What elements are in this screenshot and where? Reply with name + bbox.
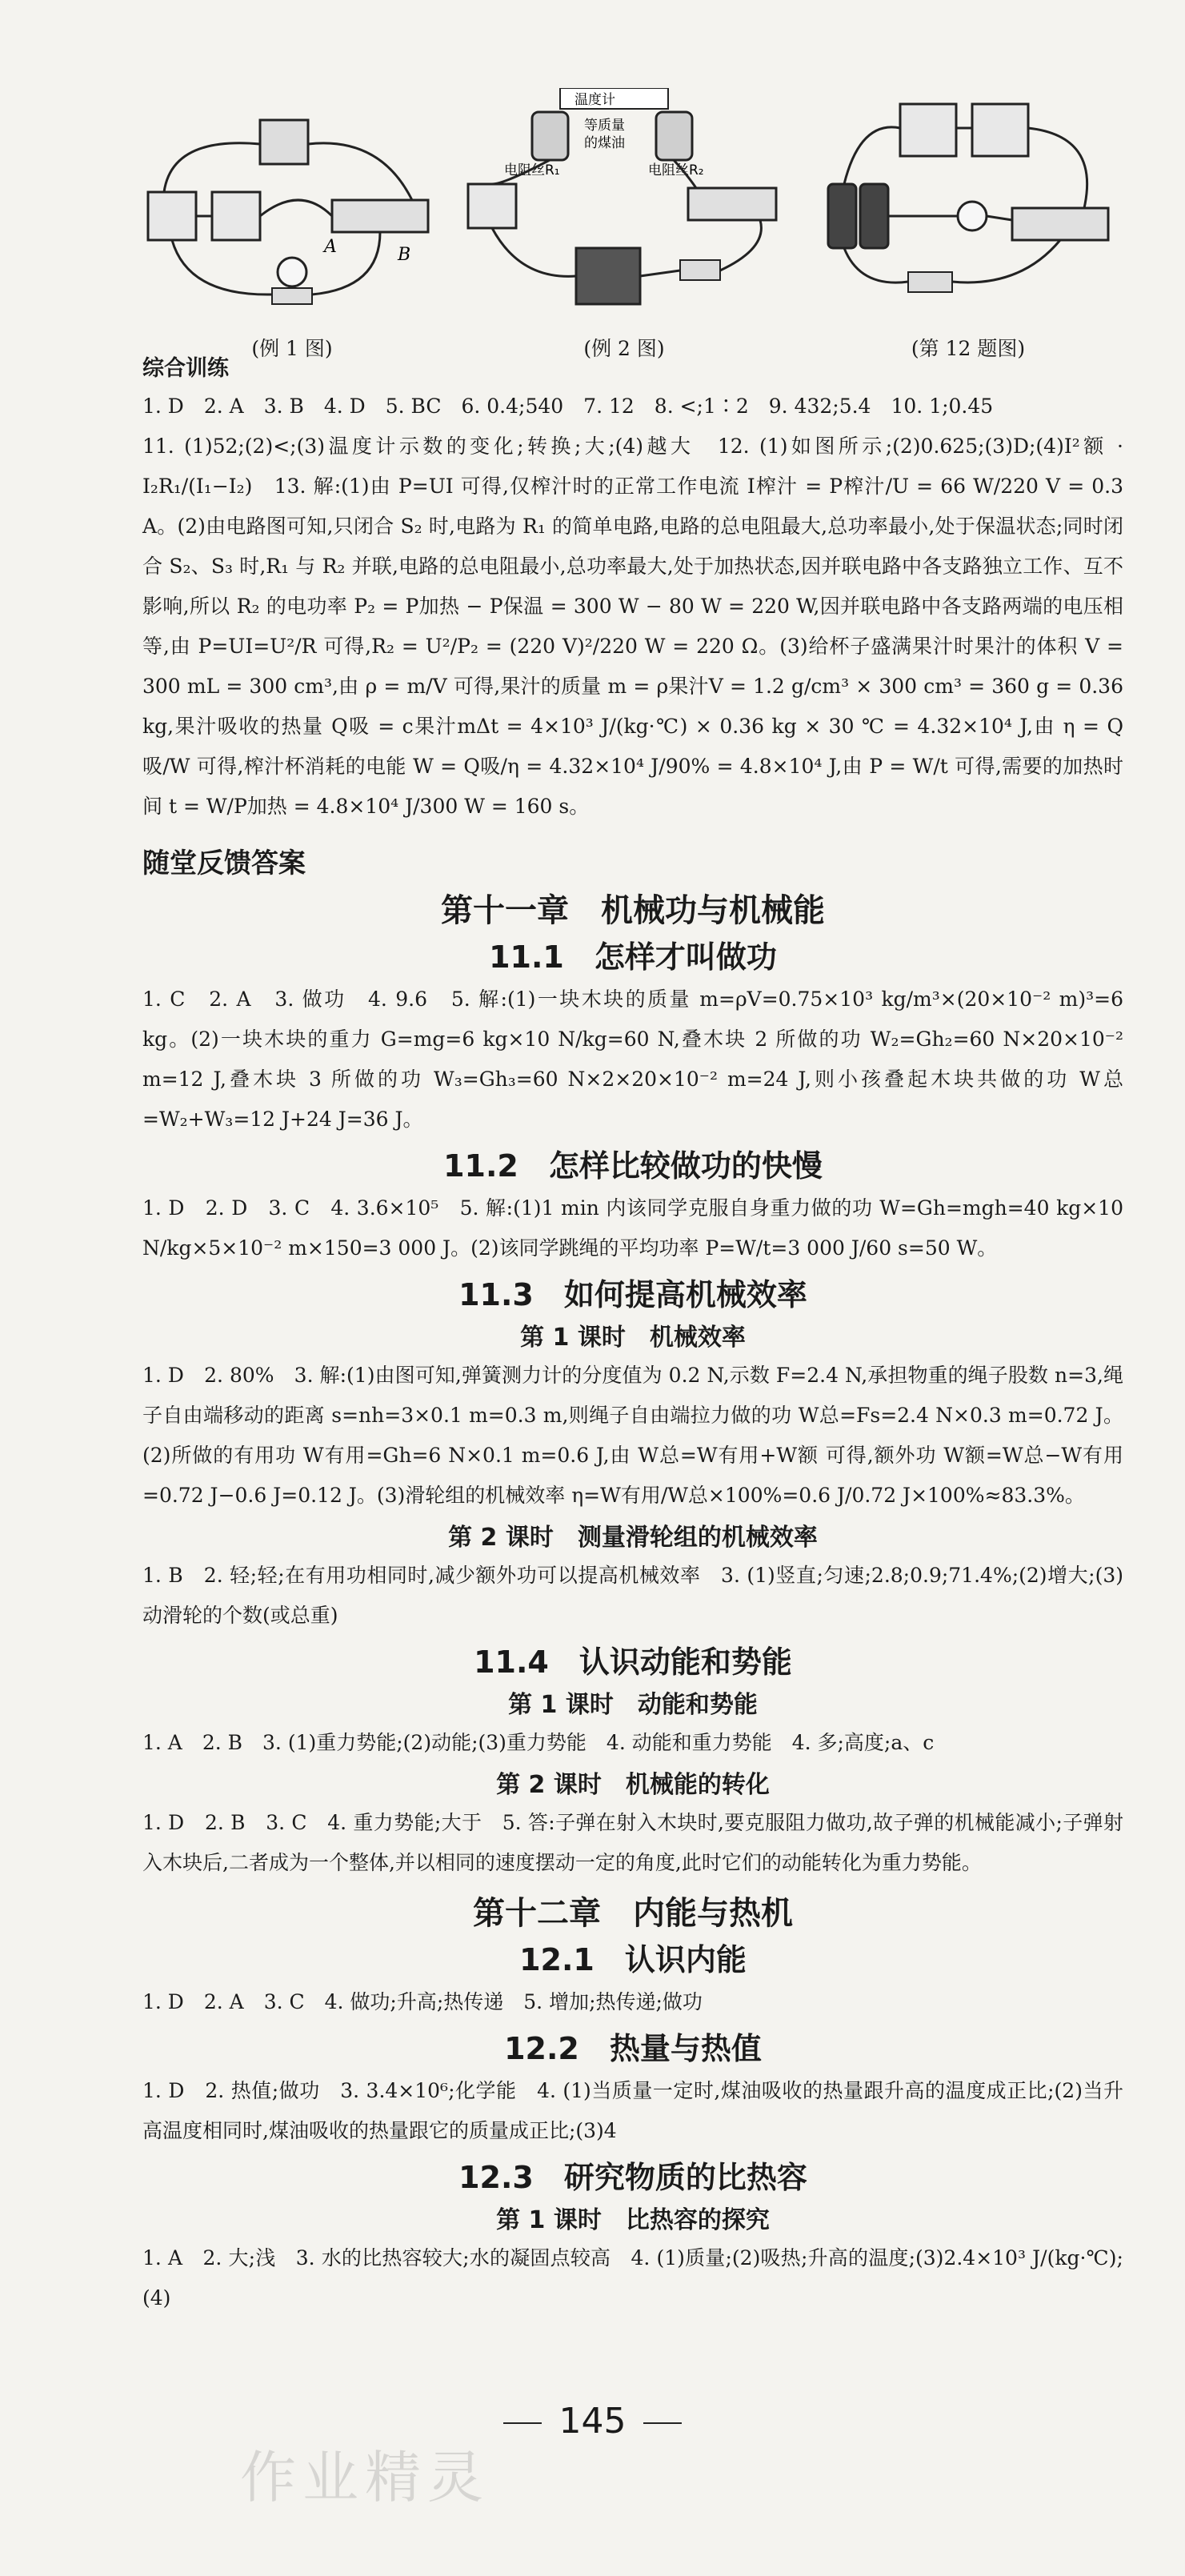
figure-example-2 — [456, 88, 792, 360]
chapter-12-title: 第十二章 内能与热机 — [473, 1894, 793, 1932]
label-r2: 电阻丝R₂ — [648, 162, 704, 178]
caption-question-12: (第 12 题图) — [911, 337, 1026, 360]
zonghe-answers-1: 1. D 2. A 3. B 4. D 5. BC 6. 0.4;540 7. 12 8. <;1∶2 9. 432;5.4 10. 1;0.45 — [142, 395, 994, 418]
section-11-3-lesson-1: 第 1 课时 机械效率 — [520, 1324, 746, 1352]
page-number-left-rule — [503, 2422, 542, 2424]
section-11-4-lesson-1: 第 1 课时 动能和势能 — [508, 1691, 758, 1719]
section-11-1-answers: 1. C 2. A 3. 做功 4. 9.6 5. 解:(1)一块木块的质量 m=ρV=0.75×10³ kg/m³×(20×10⁻² m)³=6 kg。(2)一块木块的重力 G=mg=6 kg×10 N/kg=60 N,叠木块 2 所做的功 W₂=Gh₂=60 N×20×10⁻² m=12 J,叠木块 3 所做的功 W₃=Gh₃=60 N×2×20×10⁻² m=24 J,则小孩叠起木块共做的功 W总=W₂+W₃=12 J+24 J=36 J。 — [142, 988, 1123, 1131]
section-12-3-lesson-1-answers: 1. A 2. 大;浅 3. 水的比热容较大;水的凝固点较高 4. (1)质量;(2)吸热;升高的温度;(3)2.4×10³ J/(kg·℃);(4) — [142, 2246, 1123, 2310]
label-thermometer: 温度计 — [574, 92, 615, 108]
figure-strip — [140, 88, 1124, 360]
caption-example-1: (例 1 图) — [251, 337, 333, 360]
section-12-3-lesson-1: 第 1 课时 比热容的探究 — [496, 2206, 770, 2234]
label-a: A — [324, 237, 337, 257]
section-11-1-title: 11.1 怎样才叫做功 — [489, 939, 777, 975]
section-11-4-title: 11.4 认识动能和势能 — [474, 1645, 792, 1680]
page-number-right-rule — [643, 2422, 682, 2424]
section-12-2-answers: 1. D 2. 热值;做功 3. 3.4×10⁶;化学能 4. (1)当质量一定时,煤油吸收的热量跟升高的温度成正比;(2)当升高温度相同时,煤油吸收的热量跟它的质量成正比;(3)4 — [142, 2079, 1123, 2142]
label-b: B — [398, 245, 411, 265]
label-equal-mass: 等质量 — [584, 118, 625, 134]
section-12-2-title: 12.2 热量与热值 — [504, 2031, 762, 2066]
page-number-value: 145 — [558, 2401, 627, 2442]
section-11-4-lesson-2-answers: 1. D 2. B 3. C 4. 重力势能;大于 5. 答:子弹在射入木块时,要克服阻力做功,故子弹的机械能减小;子弹射入木块后,二者成为一个整体,并以相同的速度摆动一定的角度,此时它们的动能转化为重力势能。 — [142, 1811, 1123, 1874]
section-12-1-answers: 1. D 2. A 3. C 4. 做功;升高;热传递 5. 增加;热传递;做功 — [142, 1990, 703, 2013]
page-number — [0, 2401, 1185, 2442]
section-11-3-lesson-2-answers: 1. B 2. 轻;轻;在有用功相同时,减少额外功可以提高机械效率 3. (1)竖直;匀速;2.8;0.9;71.4%;(2)增大;(3)动滑轮的个数(或总重) — [142, 1564, 1123, 1627]
circuit-diagram-3 — [812, 88, 1124, 328]
section-11-3-lesson-1-answers: 1. D 2. 80% 3. 解:(1)由图可知,弹簧测力计的分度值为 0.2 N,示数 F=2.4 N,承担物重的绳子股数 n=3,绳子自由端移动的距离 s=nh=3×0.1 m=0.3 m,则绳子自由端拉力做的功 W总=Fs=2.4 N×0.3 m=0.72 J。(2)所做的有用功 W有用=Gh=6 N×0.1 m=0.6 J,由 W总=W有用+W额 可得,额外功 W额=W总−W有用=0.72 J−0.6 J=0.12 J。(3)滑轮组的机械效率 η=W有用/W总×100%=0.6 J/0.72 J×100%≈83.3%。 — [142, 1364, 1123, 1507]
section-11-3-lesson-2: 第 2 课时 测量滑轮组的机械效率 — [448, 1524, 818, 1552]
circuit-diagram-2 — [456, 88, 792, 328]
watermark: 作业精灵 — [240, 2445, 490, 2510]
section-11-2-title: 11.2 怎样比较做功的快慢 — [443, 1148, 823, 1184]
section-11-2-answers: 1. D 2. D 3. C 4. 3.6×10⁵ 5. 解:(1)1 min 内该同学克服自身重力做的功 W=Gh=mgh=40 kg×10 N/kg×5×10⁻² m×150=3 000 J。(2)该同学跳绳的平均功率 P=W/t=3 000 J/60 s=50 W。 — [142, 1196, 1123, 1260]
chapter-11-title: 第十一章 机械功与机械能 — [441, 891, 825, 929]
label-r1: 电阻丝R₁ — [504, 162, 560, 178]
section-12-3-title: 12.3 研究物质的比热容 — [458, 2160, 807, 2195]
section-11-4-lesson-2: 第 2 课时 机械能的转化 — [496, 1771, 770, 1799]
caption-example-2: (例 2 图) — [583, 337, 665, 360]
zonghe-answers-2: 11. (1)52;(2)<;(3)温度计示数的变化;转换;大;(4)越大 12. (1)如图所示;(2)0.625;(3)D;(4)I²额 · I₂R₁/(I₁−I₂) 13. 解:(1)由 P=UI 可得,仅榨汁时的正常工作电流 I榨汁 = P榨汁/U = 66 W/220 V = 0.3 A。(2)由电路图可知,只闭合 S₂ 时,电路为 R₁ 的简单电路,电路的总电阻最大,总功率最小,处于保温状态;同时闭合 S₂、S₃ 时,R₁ 与 R₂ 并联,电路的总电阻最小,总功率最大,处于加热状态,因并联电路中各支路独立工作、互不影响,所以 R₂ 的电功率 P₂ = P加热 − P保温 = 300 W − 80 W = 220 W,因并联电路中各支路两端的电压相等,由 P=UI=U²/R 可得,R₂ = U²/P₂ = (220 V)²/220 W = 220 Ω。(3)给杯子盛满果汁时果汁的体积 V = 300 mL = 300 cm³,由 ρ = m/V 可得,果汁的质量 m = ρ果汁V = 1.2 g/cm³ × 300 cm³ = 360 g = 0.36 kg,果汁吸收的热量 Q吸 = c果汁mΔt = 4×10³ J/(kg·℃) × 0.36 kg × 30 ℃ = 4.32×10⁴ J,由 η = Q吸/W 可得,榨汁杯消耗的电能 W = Q吸/η = 4.32×10⁴ J/90% = 4.8×10⁴ J,由 P = W/t 可得,需要的加热时间 t = W/P加热 = 4.8×10⁴ J/300 W = 160 s。 — [142, 435, 1123, 818]
answer-content — [142, 351, 1123, 2318]
section-title-suitang: 随堂反馈答案 — [142, 847, 306, 879]
section-12-1-title: 12.1 认识内能 — [519, 1942, 747, 1977]
section-label-zonghe: 综合训练 — [142, 356, 229, 381]
section-11-3-title: 11.3 如何提高机械效率 — [458, 1277, 807, 1312]
section-11-4-lesson-1-answers: 1. A 2. B 3. (1)重力势能;(2)动能;(3)重力势能 4. 动能和重力势能 4. 多;高度;a、c — [142, 1731, 935, 1754]
label-kerosene: 的煤油 — [584, 135, 625, 151]
circuit-diagram-1 — [140, 88, 444, 328]
figure-question-12 — [812, 88, 1124, 360]
figure-example-1 — [140, 88, 444, 360]
